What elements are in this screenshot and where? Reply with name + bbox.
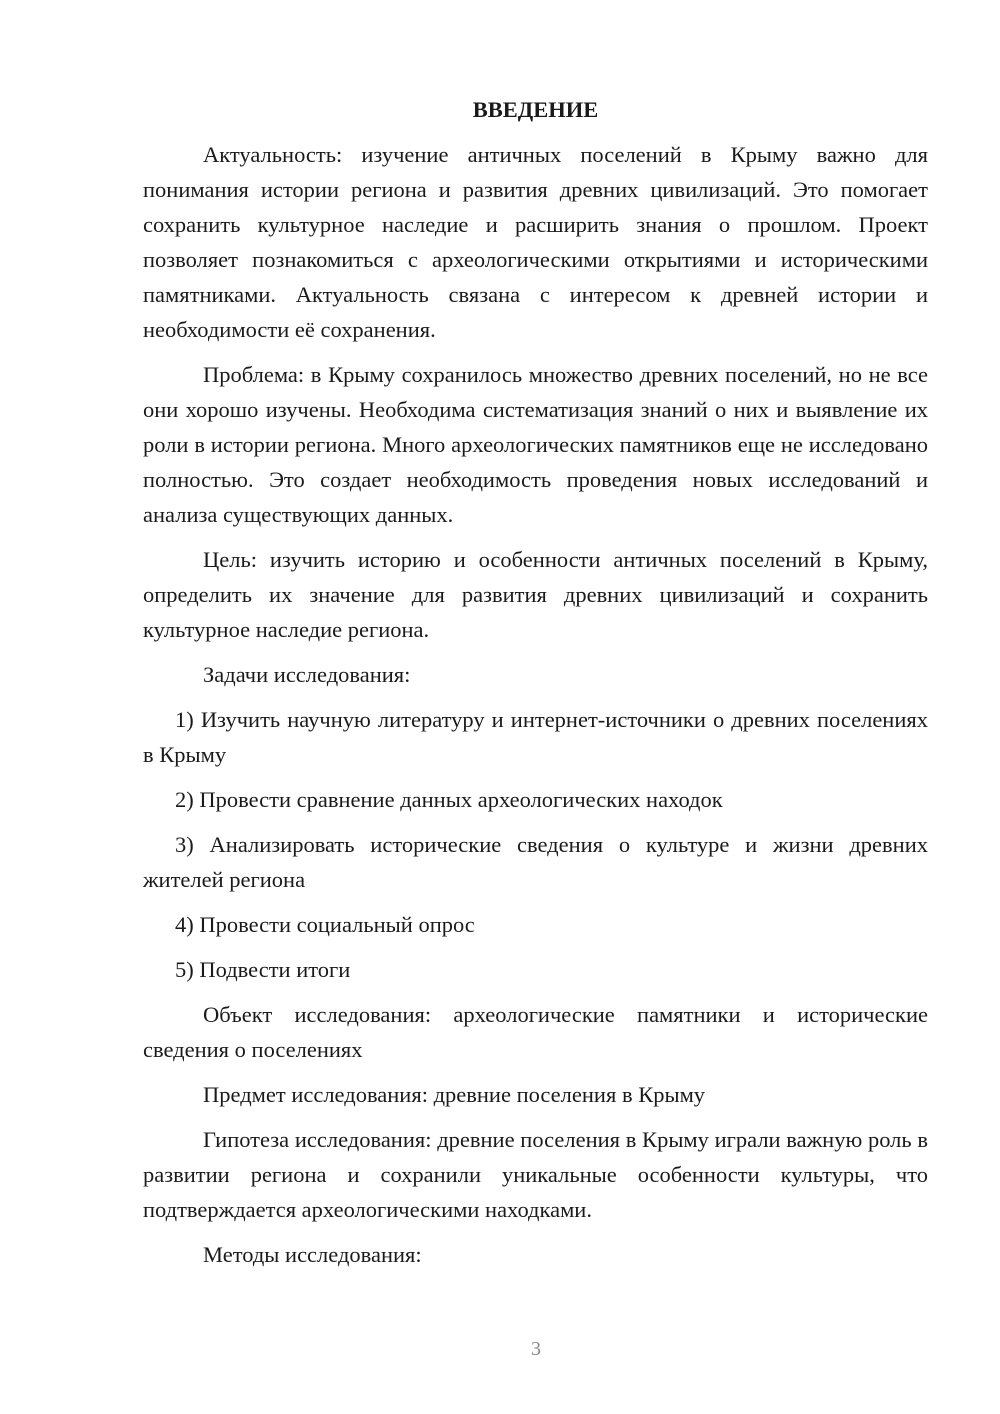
task-item-4: 4) Провести социальный опрос [175,912,475,937]
tasks-heading: Задачи исследования: [203,662,411,687]
subject-paragraph: Предмет исследования: древние поселения в Крыму [203,1082,706,1107]
goal-paragraph: Цель: изучить историю и особенности античных поселений в Крыму, определить их значение для развития древних цивилизаций и сохранить культурное наследие региона. [143,547,928,642]
problem-paragraph: Проблема: в Крыму сохранилось множество древних поселений, но не все они хорошо изучены. Необходима систематизация знаний о них и выявление их роли в истории региона. Много археологических памятников еще не исследовано полностью. Это создает необходимость проведения новых исследований и анализа существующих данных. [143,362,928,527]
object-paragraph: Объект исследования: археологические памятники и исторические сведения о поселениях [143,1002,928,1062]
task-item-2: 2) Провести сравнение данных археологических находок [175,787,723,812]
page-number: 3 [531,1338,541,1360]
section-heading: ВВЕДЕНИЕ [472,97,599,122]
hypothesis-paragraph: Гипотеза исследования: древние поселения в Крыму играли важную роль в развитии региона и сохранили уникальные особенности культуры, что подтверждается археологическими находками. [143,1127,928,1222]
relevance-paragraph: Актуальность: изучение античных поселений в Крыму важно для понимания истории региона и развития древних цивилизаций. Это помогает сохранить культурное наследие и расширить знания о прошлом. Проект позволяет познакомиться с археологическими открытиями и историческими памятниками. Актуальность связана с интересом к древней истории и необходимости её сохранения. [143,142,928,342]
page-content [143,92,928,1282]
task-item-3: 3) Анализировать исторические сведения о культуре и жизни древних жителей региона [143,832,928,892]
task-item-5: 5) Подвести итоги [175,957,351,982]
task-item-1: 1) Изучить научную литературу и интернет-источники о древних поселениях в Крыму [143,707,928,767]
methods-heading: Методы исследования: [203,1242,422,1267]
